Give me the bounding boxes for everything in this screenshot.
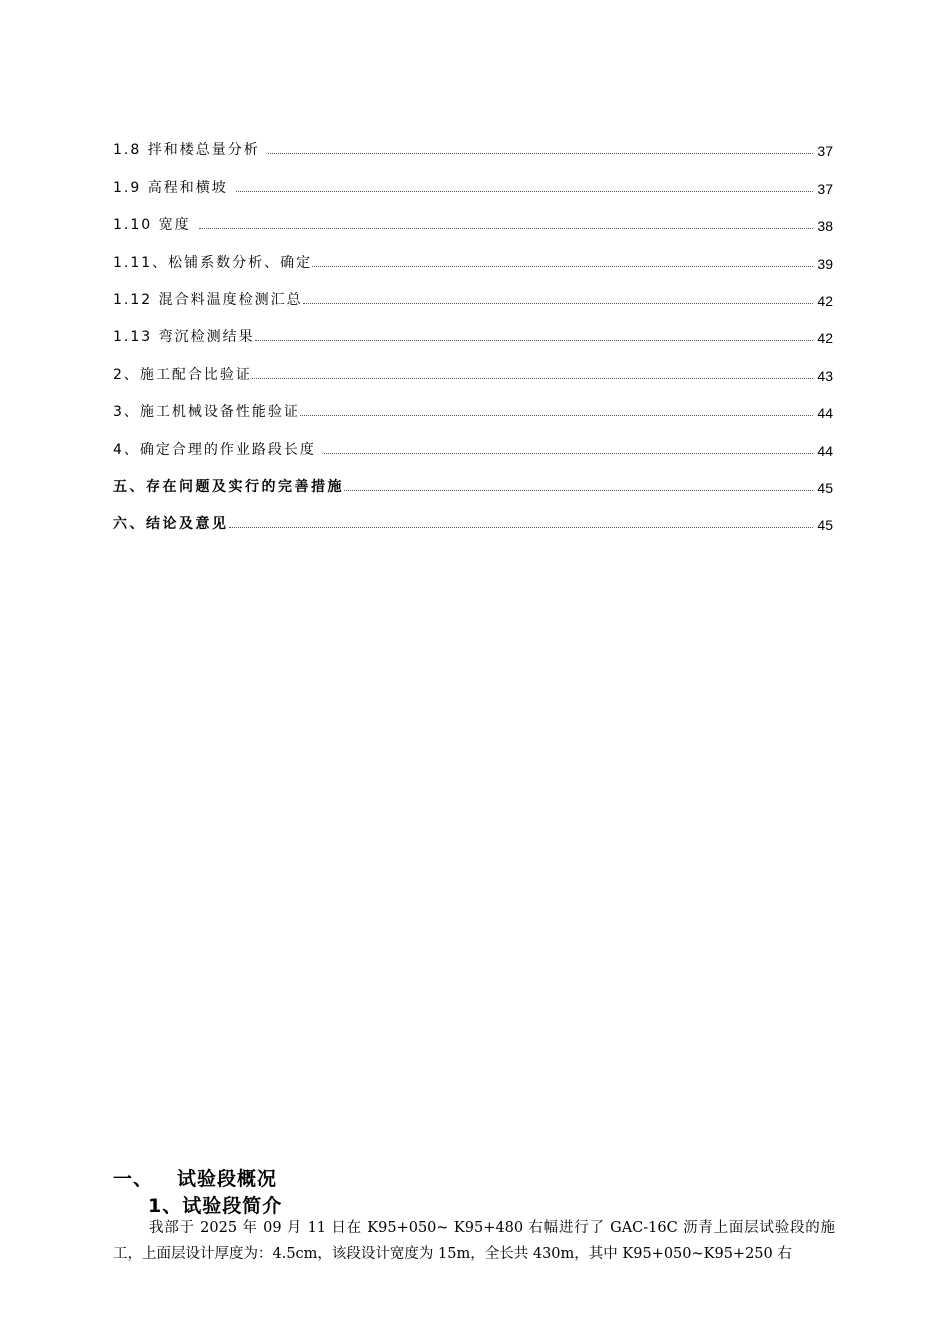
toc-dot-leader <box>303 302 813 304</box>
toc-dot-leader <box>199 227 813 229</box>
toc-entry[interactable] <box>113 347 833 384</box>
toc-entry-page: 42 <box>817 292 833 309</box>
toc-entry-page: 43 <box>817 367 833 384</box>
toc-entry[interactable] <box>113 273 833 310</box>
toc-dot-leader <box>324 452 813 454</box>
toc-entry-label: 五、存在问题及实行的完善措施 <box>113 478 344 495</box>
toc-entry-page: 44 <box>817 442 833 459</box>
toc-entry-page: 45 <box>817 517 833 534</box>
toc-entry-label: 1.8 拌和楼总量分析 <box>113 142 260 159</box>
toc-entry-page: 42 <box>817 330 833 347</box>
toc-entry-label: 1.9 高程和横坡 <box>113 179 228 196</box>
toc-entry-page: 45 <box>817 479 833 496</box>
toc-entry-label: 六、结论及意见 <box>113 516 229 533</box>
toc-dot-leader <box>312 265 813 267</box>
section-number: 一、 <box>113 1168 154 1190</box>
toc-entry[interactable] <box>113 422 833 459</box>
toc-entry[interactable] <box>113 198 833 235</box>
toc-entry[interactable] <box>113 310 833 347</box>
toc-dot-leader <box>229 526 814 528</box>
toc-entry-label: 1.11、松铺系数分析、确定 <box>113 254 313 271</box>
toc-entry-label: 4、确定合理的作业路段长度 <box>113 441 316 458</box>
toc-entry-page: 37 <box>817 143 833 160</box>
table-of-contents <box>113 123 833 534</box>
toc-entry-label: 3、施工机械设备性能验证 <box>113 404 300 421</box>
toc-entry[interactable] <box>113 123 833 160</box>
toc-entry-page: 37 <box>817 180 833 197</box>
toc-dot-leader <box>252 377 813 379</box>
toc-entry[interactable] <box>113 235 833 272</box>
subsection-heading: 1、试验段简介 <box>148 1195 283 1217</box>
toc-entry-page: 39 <box>817 255 833 272</box>
toc-entry-label: 2、施工配合比验证 <box>113 366 252 383</box>
body-paragraph: 我部于 2025 年 09 月 11 日在 K95+050~ K95+480 右幅进行了 GAC-16C 沥青上面层试验段的施工，上面层设计厚度为：4.5cm，该段设计宽度为 15m，全长共 430m，其中 K95+050~K95+250 右 <box>113 1220 835 1262</box>
toc-entry-page: 44 <box>817 405 833 422</box>
toc-entry-label: 1.12 混合料温度检测汇总 <box>113 291 303 308</box>
section-heading <box>113 1164 277 1191</box>
toc-entry-label: 1.13 弯沉检测结果 <box>113 329 255 346</box>
toc-entry[interactable] <box>113 160 833 197</box>
toc-dot-leader <box>268 152 813 154</box>
toc-dot-leader <box>255 339 813 341</box>
toc-entry[interactable] <box>113 497 833 534</box>
toc-dot-leader <box>300 414 813 416</box>
toc-dot-leader <box>236 190 813 192</box>
toc-entry-page: 38 <box>817 218 833 235</box>
section-title: 试验段概况 <box>177 1168 278 1190</box>
toc-dot-leader <box>344 489 813 491</box>
toc-entry[interactable] <box>113 385 833 422</box>
toc-entry-label: 1.10 宽度 <box>113 217 191 234</box>
toc-entry[interactable] <box>113 460 833 497</box>
